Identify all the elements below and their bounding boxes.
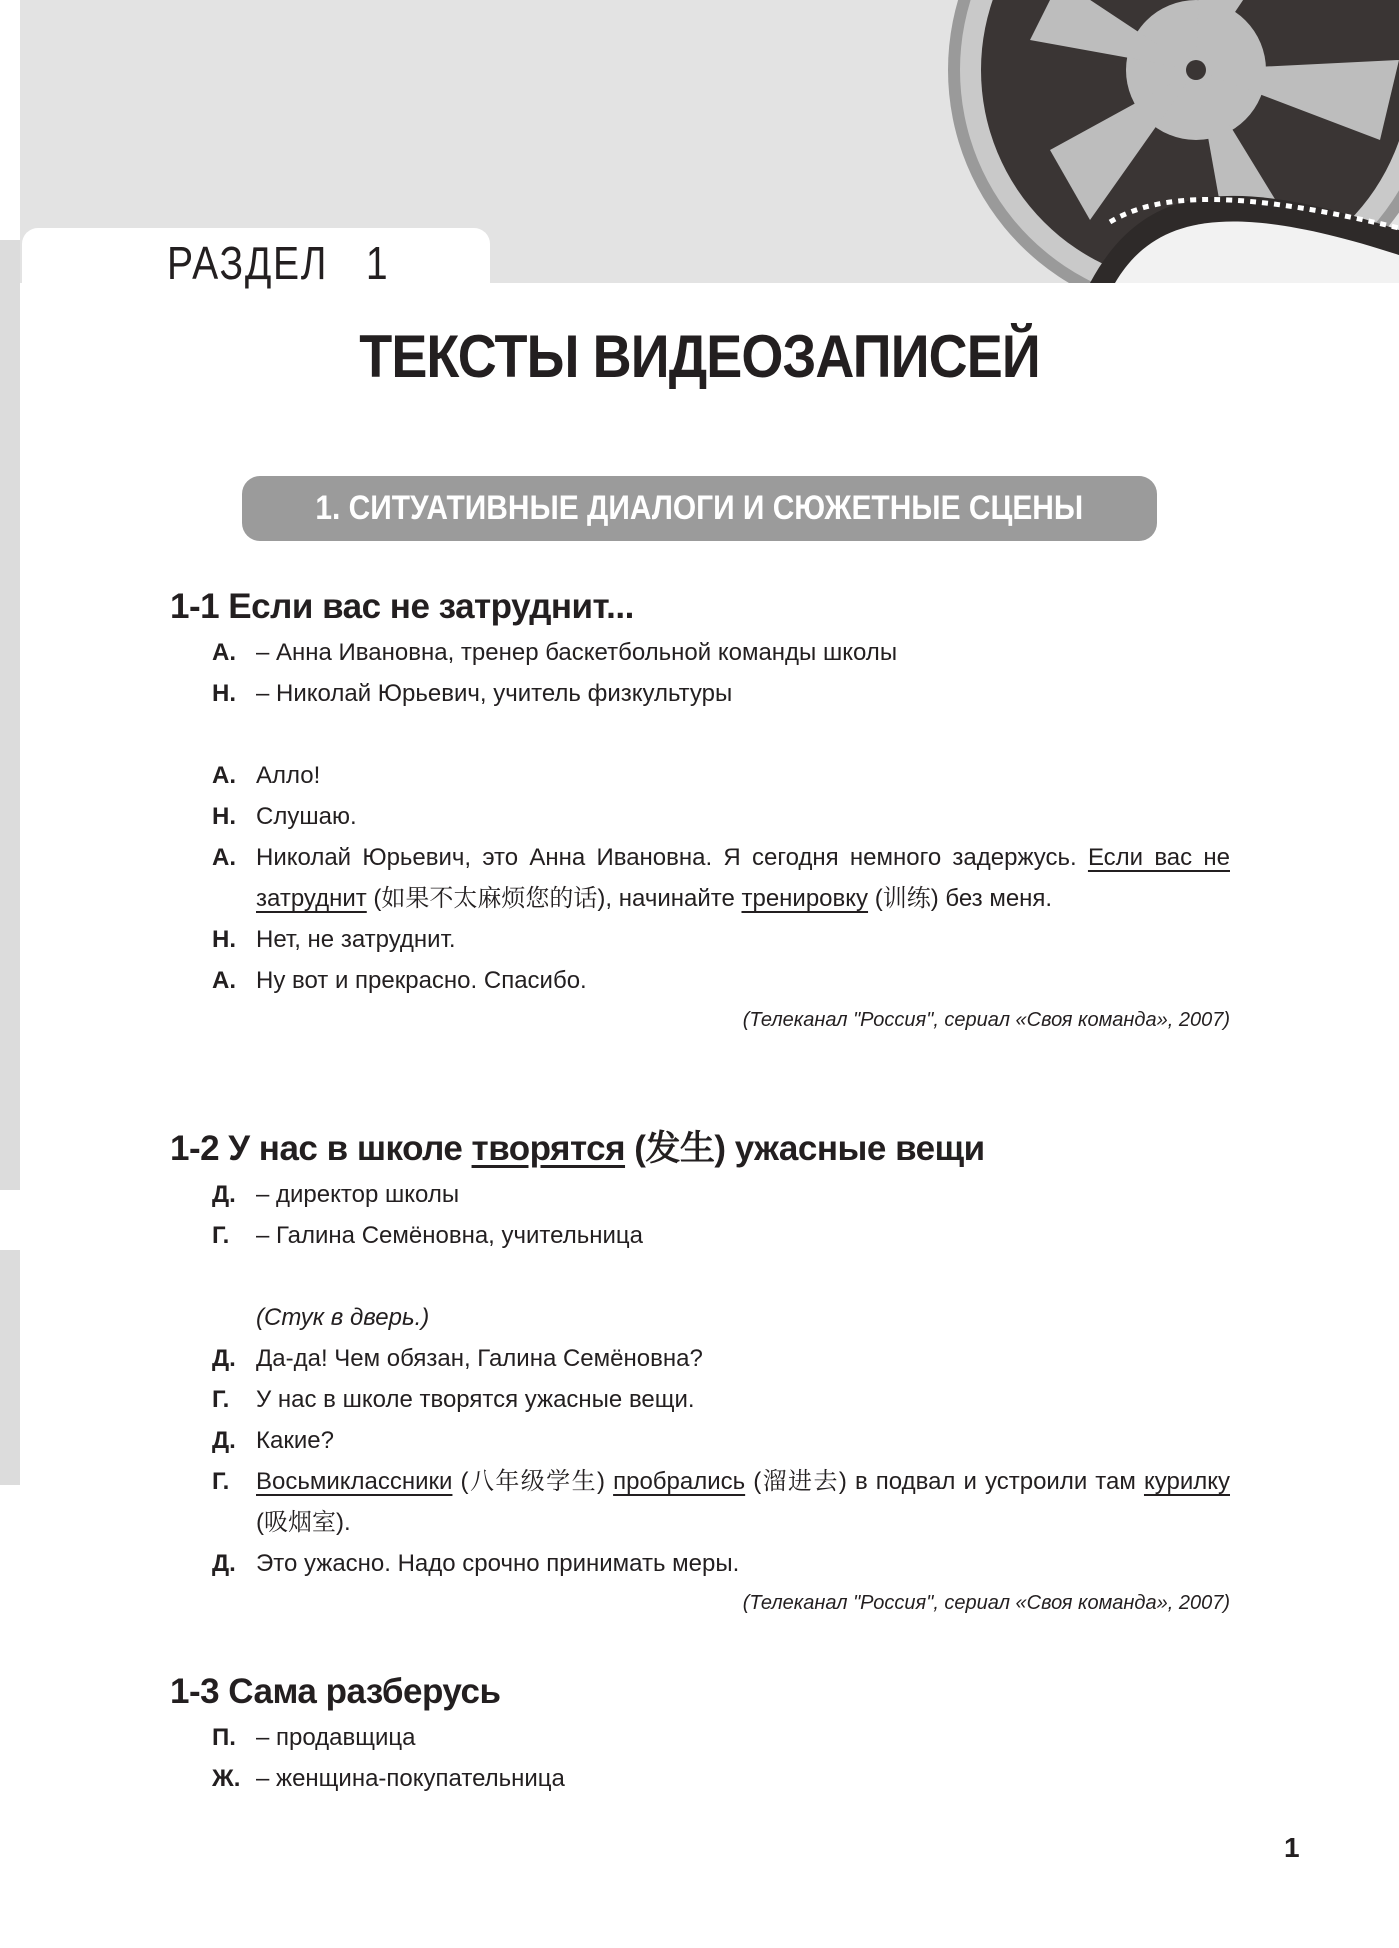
speaker-label: Д. <box>212 1550 236 1577</box>
chapter-heading-label: 1. СИТУАТИВНЫЕ ДИАЛОГИ И СЮЖЕТНЫЕ СЦЕНЫ <box>315 489 1084 527</box>
dialogue-section <box>170 582 1230 1040</box>
role-line <box>170 1717 1230 1758</box>
line-text: – продавщица <box>256 1724 416 1751</box>
line-text: Слушаю. <box>256 803 357 830</box>
speaker-label: Н. <box>212 926 236 953</box>
role-line <box>170 673 1230 714</box>
role-line <box>170 1215 1230 1256</box>
source-citation: (Телеканал "Россия", сериал «Своя команда», 2007) <box>742 1592 1230 1614</box>
role-line <box>170 632 1230 673</box>
line-text: – Анна Ивановна, тренер баскетбольной команды школы <box>256 639 898 666</box>
line-text: Николай Юрьевич, это Анна Ивановна. Я сегодня немного задержусь. <box>256 844 1088 871</box>
page-title: ТЕКСТЫ ВИДЕОЗАПИСЕЙ <box>359 323 1040 390</box>
role-line <box>170 1758 1230 1799</box>
speaker-label: Ж. <box>212 1765 241 1792</box>
speaker-label: Н. <box>212 680 236 707</box>
line-text: – женщина-покупательница <box>256 1765 565 1792</box>
chapter-heading <box>242 476 1157 541</box>
dialogue-line <box>170 837 1230 919</box>
line-text: У нас в школе творятся ужасные вещи. <box>256 1386 695 1413</box>
line-text: (八年级学生) <box>452 1468 614 1495</box>
margin-strip <box>0 240 20 1190</box>
dialogue-line <box>170 1543 1230 1584</box>
section-heading <box>170 1124 1230 1174</box>
heading-text: (发生) ужасные вещи <box>625 1129 985 1168</box>
line-text: Это ужасно. Надо срочно принимать меры. <box>256 1550 740 1577</box>
section-heading <box>170 582 1230 632</box>
dialogue-line <box>170 919 1230 960</box>
dialogue-line <box>170 1420 1230 1461</box>
line-text: (训练) без меня. <box>868 885 1053 912</box>
dialogue-line <box>170 1461 1230 1543</box>
dialogue-section <box>170 1124 1230 1623</box>
speaker-label: Д. <box>212 1427 236 1454</box>
speaker-label: Д. <box>212 1181 236 1208</box>
line-text: (吸烟室). <box>256 1509 351 1536</box>
dialogue-line <box>170 1297 1230 1338</box>
line-text: (如果不太麻烦您的话), начинайте <box>366 885 742 912</box>
margin-strip <box>0 1250 20 1485</box>
speaker-label: П. <box>212 1724 236 1751</box>
speaker-label: Г. <box>212 1468 230 1495</box>
underlined-term: Восьмиклассники <box>256 1468 453 1495</box>
underlined-term: пробрались <box>613 1468 746 1495</box>
heading-text: 1-1 Если вас не затруднит... <box>170 587 634 626</box>
speaker-label: А. <box>212 844 236 871</box>
line-text: Какие? <box>256 1427 334 1454</box>
line-text: Нет, не затруднит. <box>256 926 456 953</box>
underlined-term: тренировку <box>741 885 869 912</box>
line-text: Ну вот и прекрасно. Спасибо. <box>256 967 587 994</box>
underlined-term: Если вас не затруднит <box>256 844 1230 912</box>
dialogue-line <box>170 1338 1230 1379</box>
dialogue-section <box>170 1667 1230 1799</box>
dialogue-line <box>170 755 1230 796</box>
dialogue-line <box>170 796 1230 837</box>
page-number: 1 <box>1284 1832 1300 1863</box>
speaker-label: А. <box>212 762 236 789</box>
line-text: Алло! <box>256 762 321 789</box>
line-text: Да-да! Чем обязан, Галина Семёновна? <box>256 1345 703 1372</box>
speaker-label: Г. <box>212 1386 230 1413</box>
heading-text: 1-2 У нас в школе <box>170 1129 472 1168</box>
source-citation: (Телеканал "Россия", сериал «Своя команда», 2007) <box>742 1009 1230 1031</box>
heading-text: 1-3 Сама разберусь <box>170 1672 501 1711</box>
role-line <box>170 1174 1230 1215</box>
speaker-label: Н. <box>212 803 236 830</box>
line-text: – директор школы <box>256 1181 460 1208</box>
speaker-label: Г. <box>212 1222 230 1249</box>
speaker-label: Д. <box>212 1345 236 1372</box>
line-text: (溜进去) в подвал и устроили там <box>745 1468 1144 1495</box>
underlined-term: творятся <box>471 1129 626 1168</box>
section-heading <box>170 1667 1230 1717</box>
line-text: – Галина Семёновна, учительница <box>256 1222 643 1249</box>
dialogue-line <box>170 960 1230 1001</box>
speaker-label: А. <box>212 967 236 994</box>
line-text: – Николай Юрьевич, учитель физкультуры <box>256 680 733 707</box>
dialogue-line <box>170 1379 1230 1420</box>
section-tab <box>22 228 490 288</box>
section-tab-label: РАЗДЕЛ 1 <box>167 237 390 289</box>
line-text: (Стук в дверь.) <box>256 1304 430 1331</box>
speaker-label: А. <box>212 639 236 666</box>
underlined-term: курилку <box>1143 1468 1230 1495</box>
film-reel-icon <box>940 0 1399 283</box>
